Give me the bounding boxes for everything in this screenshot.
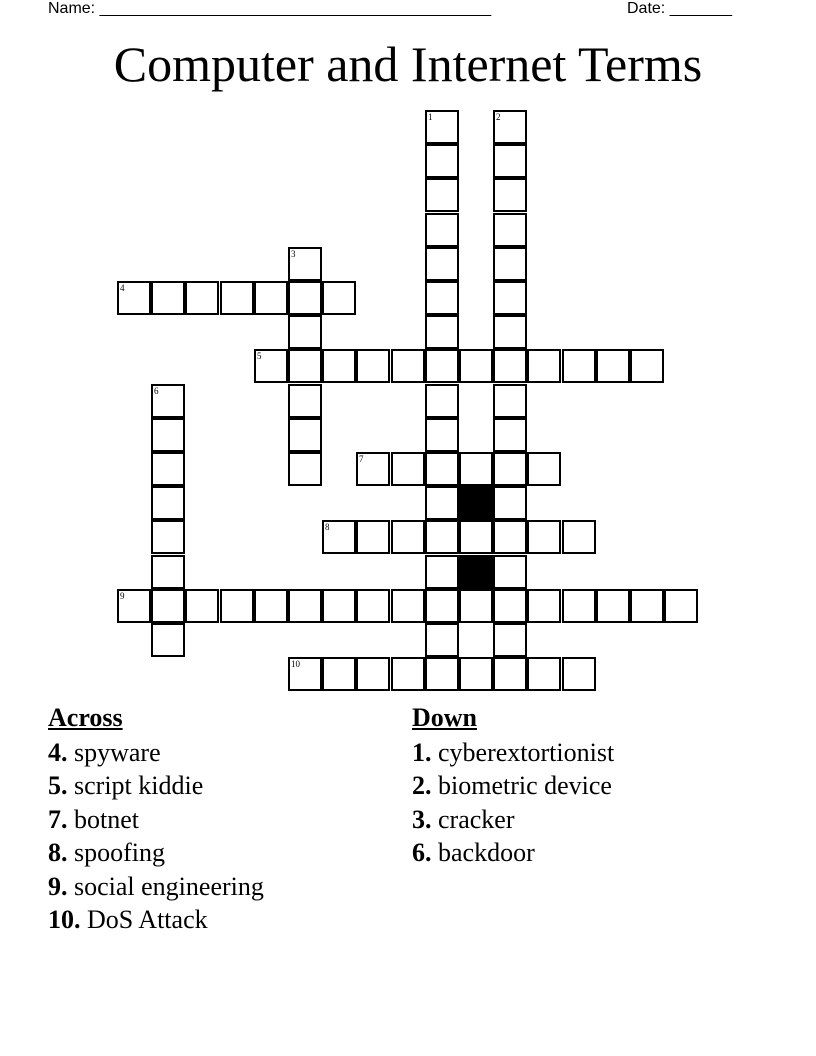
clue-number: 9. (48, 871, 68, 901)
clue-text: spoofing (74, 838, 165, 868)
grid-cell[interactable] (151, 281, 185, 315)
grid-cell[interactable] (493, 520, 527, 554)
grid-cell[interactable] (425, 144, 459, 178)
clue-number: 10. (48, 905, 81, 935)
grid-cell[interactable] (527, 452, 561, 486)
grid-cell[interactable] (562, 657, 596, 691)
grid-cell[interactable] (288, 315, 322, 349)
grid-cell[interactable] (356, 452, 390, 486)
grid-cell[interactable] (493, 247, 527, 281)
clue-down-3 (412, 803, 752, 836)
grid-cell[interactable] (527, 589, 561, 623)
grid-cell[interactable] (493, 486, 527, 520)
clue-across-5 (48, 769, 388, 802)
grid-cell[interactable] (185, 589, 219, 623)
grid-cell[interactable] (151, 452, 185, 486)
grid-cell[interactable] (596, 349, 630, 383)
grid-cell[interactable] (254, 349, 288, 383)
clue-number: 2. (412, 771, 432, 801)
clue-across-8 (48, 836, 388, 869)
grid-cell[interactable] (630, 589, 664, 623)
grid-cell[interactable] (630, 349, 664, 383)
across-clues (48, 700, 388, 936)
clue-number: 5. (48, 771, 68, 801)
grid-cell[interactable] (425, 486, 459, 520)
across-heading: Across (48, 703, 123, 732)
grid-cell[interactable] (288, 281, 322, 315)
grid-cell[interactable] (151, 384, 185, 418)
cell-number: 3 (291, 249, 296, 259)
grid-cell[interactable] (425, 213, 459, 247)
clue-text: spyware (74, 738, 161, 767)
clue-across-9 (48, 870, 388, 903)
grid-cell[interactable] (425, 452, 459, 486)
grid-cell[interactable] (322, 589, 356, 623)
grid-cell[interactable] (322, 520, 356, 554)
clue-text: botnet (74, 804, 139, 834)
grid-cell[interactable] (493, 657, 527, 691)
clue-across-10 (48, 903, 388, 936)
grid-cell[interactable] (391, 520, 425, 554)
grid-cell[interactable] (425, 178, 459, 212)
grid-cell[interactable] (425, 657, 459, 691)
down-heading: Down (412, 703, 478, 732)
grid-cell[interactable] (288, 384, 322, 418)
grid-cell[interactable] (493, 349, 527, 383)
clue-down-2 (412, 769, 752, 802)
clue-text: cyberextortionist (438, 738, 615, 767)
grid-cell[interactable] (527, 520, 561, 554)
grid-cell[interactable] (425, 589, 459, 623)
grid-cell[interactable] (562, 520, 596, 554)
grid-cell[interactable] (151, 520, 185, 554)
grid-cell[interactable] (459, 520, 493, 554)
grid-cell[interactable] (151, 555, 185, 589)
grid-cell[interactable] (459, 349, 493, 383)
clue-text: script kiddie (74, 771, 204, 801)
grid-cell[interactable] (493, 589, 527, 623)
cell-number: 8 (325, 522, 330, 532)
grid-cell[interactable] (391, 589, 425, 623)
clue-text: backdoor (438, 838, 535, 868)
grid-cell[interactable] (425, 555, 459, 589)
grid-cell[interactable] (425, 418, 459, 452)
grid-cell[interactable] (356, 520, 390, 554)
grid-cell[interactable] (425, 384, 459, 418)
grid-cell[interactable] (151, 418, 185, 452)
date-field-label: Date: _______ (627, 0, 732, 17)
grid-cell[interactable] (117, 281, 151, 315)
clue-across-7 (48, 803, 388, 836)
cell-number: 4 (120, 283, 125, 293)
grid-cell[interactable] (459, 657, 493, 691)
clue-number: 1. (412, 738, 432, 767)
grid-cell[interactable] (254, 281, 288, 315)
grid-cell[interactable] (391, 452, 425, 486)
grid-cell[interactable] (493, 418, 527, 452)
grid-cell[interactable] (527, 657, 561, 691)
grid-cell[interactable] (288, 247, 322, 281)
grid-cell[interactable] (493, 144, 527, 178)
clue-text: cracker (438, 804, 515, 834)
cell-number: 10 (291, 659, 300, 669)
grid-cell[interactable] (220, 281, 254, 315)
grid-cell[interactable] (493, 213, 527, 247)
clue-across-4 (48, 736, 388, 769)
clue-number: 8. (48, 838, 68, 868)
grid-cell[interactable] (493, 555, 527, 589)
grid-cell[interactable] (425, 110, 459, 144)
grid-cell[interactable] (493, 452, 527, 486)
clue-text: biometric device (438, 771, 612, 801)
cell-number: 9 (120, 591, 125, 601)
grid-cell[interactable] (493, 281, 527, 315)
grid-cell[interactable] (288, 452, 322, 486)
clue-number: 4. (48, 738, 68, 767)
clue-number: 7. (48, 804, 68, 834)
grid-cell[interactable] (596, 589, 630, 623)
page-title: Computer and Internet Terms (113, 36, 703, 92)
cell-number: 2 (496, 112, 501, 122)
grid-cell[interactable] (220, 589, 254, 623)
grid-cell[interactable] (288, 418, 322, 452)
grid-cell[interactable] (391, 657, 425, 691)
grid-cell[interactable] (356, 349, 390, 383)
clue-number: 6. (412, 838, 432, 868)
grid-cell[interactable] (288, 589, 322, 623)
down-clues (412, 700, 752, 870)
grid-block (459, 486, 493, 520)
clue-text: social engineering (74, 871, 264, 901)
cell-number: 7 (359, 454, 364, 464)
grid-cell[interactable] (493, 384, 527, 418)
clue-number: 3. (412, 804, 432, 834)
grid-cell[interactable] (322, 657, 356, 691)
clue-down-6 (412, 836, 752, 869)
grid-cell[interactable] (562, 589, 596, 623)
grid-cell[interactable] (493, 178, 527, 212)
grid-cell[interactable] (425, 281, 459, 315)
grid-cell[interactable] (151, 589, 185, 623)
grid-cell[interactable] (493, 315, 527, 349)
name-field-label: Name: ____________________________________________ (48, 0, 492, 17)
grid-cell[interactable] (288, 657, 322, 691)
cell-number: 6 (154, 386, 159, 396)
grid-cell[interactable] (391, 349, 425, 383)
grid-cell[interactable] (322, 281, 356, 315)
grid-cell[interactable] (425, 623, 459, 657)
clue-text: DoS Attack (87, 905, 208, 935)
cell-number: 5 (257, 351, 262, 361)
grid-cell[interactable] (562, 349, 596, 383)
grid-cell[interactable] (322, 349, 356, 383)
grid-cell[interactable] (425, 349, 459, 383)
grid-cell[interactable] (356, 589, 390, 623)
grid-cell[interactable] (425, 247, 459, 281)
grid-cell[interactable] (117, 589, 151, 623)
grid-block (459, 555, 493, 589)
grid-cell[interactable] (493, 110, 527, 144)
grid-cell[interactable] (527, 349, 561, 383)
cell-number: 1 (428, 112, 433, 122)
grid-cell[interactable] (459, 452, 493, 486)
grid-cell[interactable] (459, 589, 493, 623)
grid-cell[interactable] (664, 589, 698, 623)
grid-cell[interactable] (425, 520, 459, 554)
grid-cell[interactable] (425, 315, 459, 349)
grid-cell[interactable] (356, 657, 390, 691)
grid-cell[interactable] (151, 486, 185, 520)
grid-cell[interactable] (185, 281, 219, 315)
grid-cell[interactable] (288, 349, 322, 383)
clue-down-1 (412, 736, 752, 769)
grid-cell[interactable] (493, 623, 527, 657)
grid-cell[interactable] (151, 623, 185, 657)
grid-cell[interactable] (254, 589, 288, 623)
